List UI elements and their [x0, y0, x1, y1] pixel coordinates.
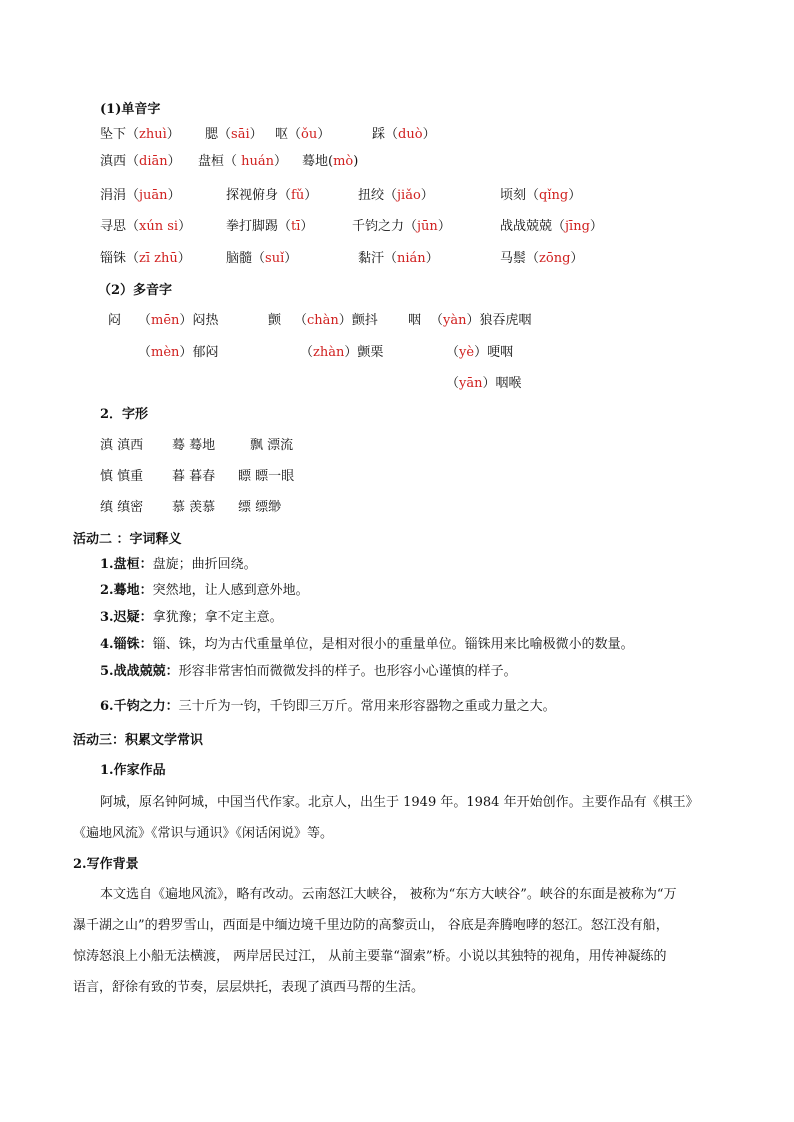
pinyin: zōng	[539, 251, 571, 266]
pinyin-entry: 盘桓（ huán）	[198, 154, 288, 169]
pinyin-entry: 黏汗（nián）	[358, 251, 439, 266]
polyphone-reading: （chàn）颤抖	[294, 313, 378, 328]
word: 探视俯身	[226, 188, 279, 203]
definition-item	[100, 636, 634, 654]
glyph: 缥	[238, 500, 252, 515]
glyph-pair	[238, 499, 281, 517]
background-line: 惊涛怒浪上小船无法横渡， 两岸居民过江， 从前主要靠“溜索”桥。小说以其独特的视角，用传神凝练的	[73, 949, 667, 964]
pinyin-entry: 顷刻（qǐng）	[500, 188, 582, 203]
word: 坠下	[100, 127, 127, 142]
pinyin: duò	[398, 127, 423, 142]
definition-item	[100, 609, 283, 627]
polyphone-head: 颤	[268, 313, 282, 328]
glyph: 飘	[250, 438, 264, 453]
glyph: 瞟	[238, 469, 252, 484]
pinyin: mēn	[151, 313, 180, 328]
pinyin: zī zhū	[139, 251, 178, 266]
polyphone-reading: （yàn）狼吞虎咽	[430, 313, 532, 328]
pinyin: jīng	[565, 219, 590, 234]
glyph-pair	[100, 468, 143, 486]
word: 滇西	[117, 438, 144, 453]
word: 缥缈	[255, 500, 282, 515]
word: 千钧之力	[352, 219, 405, 234]
pinyin: diān	[139, 154, 168, 169]
word: 颤栗	[357, 345, 384, 360]
word: 缜密	[117, 500, 144, 515]
section-1-title: (1)单音字	[100, 102, 161, 117]
pinyin: zhuì	[139, 127, 167, 142]
polyphone-reading: （mèn）郁闷	[138, 345, 219, 360]
definition: 盘旋；曲折回绕。	[152, 557, 257, 572]
word: 狼吞虎咽	[479, 313, 532, 328]
pinyin-entry: 千钧之力（jūn）	[352, 219, 451, 234]
pinyin: fǔ	[291, 188, 305, 203]
pinyin-entry: 滇西（diān）	[100, 154, 181, 169]
pinyin: tī	[291, 219, 301, 234]
word: 漂流	[267, 438, 294, 453]
term: 4.锱铢：	[100, 637, 153, 652]
definition-item	[100, 698, 556, 716]
background-line: 语言，舒徐有致的节奏，层层烘托，表现了滇西马帮的生活。	[73, 980, 425, 995]
word: 滇西	[100, 154, 127, 169]
glyph: 慎	[100, 469, 114, 484]
activity-3-title: 活动三：积累文学常识	[73, 733, 204, 748]
pinyin: yàn	[443, 313, 467, 328]
polyphone-reading: （yè）哽咽	[446, 345, 514, 360]
word: 呕	[275, 127, 289, 142]
background-title: 2.写作背景	[73, 857, 139, 872]
background-line: 瀑千湖之山”的碧罗雪山，西面是中缅边境千里边防的高黎贡山， 谷底是奔腾咆哮的怒江。怒江没有船，	[73, 918, 669, 933]
pinyin-entry: 马鬃（zōng）	[500, 251, 584, 266]
word: 涓涓	[100, 188, 127, 203]
author-works-line: 《遍地风流》《常识与通识》《闲话闲说》等。	[73, 826, 334, 841]
glyph: 慕	[172, 500, 186, 515]
pinyin-entry: 探视俯身（fǔ）	[226, 188, 318, 203]
word: 瞟一眼	[255, 469, 295, 484]
definition: 三十斤为一钧，千钧即三万斤。常用来形容器物之重或力量之大。	[178, 699, 556, 714]
glyph: 蓦	[172, 438, 186, 453]
definition-item	[100, 556, 257, 574]
pinyin: mèn	[151, 345, 180, 360]
pinyin: zhàn	[313, 345, 345, 360]
pinyin: mò	[333, 154, 354, 169]
term: 6.千钧之力：	[100, 699, 179, 714]
pinyin-entry: 战战兢兢（jīng）	[500, 219, 603, 234]
pinyin-entry: 踩（duò）	[372, 127, 436, 142]
pinyin: qǐng	[539, 188, 569, 203]
pinyin: yè	[459, 345, 475, 360]
section-2-title: （2）多音字	[98, 283, 173, 298]
glyph-pair	[172, 437, 215, 455]
word: 黏汗	[358, 251, 385, 266]
pinyin: xún si	[139, 219, 179, 234]
word: 哽咽	[487, 345, 514, 360]
polyphone-reading: （yān）咽喉	[446, 376, 522, 391]
pinyin: chàn	[307, 313, 339, 328]
word: 拳打脚踢	[226, 219, 279, 234]
word: 蓦地	[302, 154, 329, 169]
polyphone-head: 闷	[108, 313, 122, 328]
pinyin: jiǎo	[397, 188, 421, 203]
term: 5.战战兢兢：	[100, 664, 179, 679]
definition-item	[100, 663, 517, 681]
polyphone-head: 咽	[408, 313, 422, 328]
pinyin: huán	[237, 154, 275, 169]
term: 3.迟疑：	[100, 610, 153, 625]
author-works-title: 1.作家作品	[100, 763, 166, 778]
pinyin: yān	[459, 376, 483, 391]
pinyin-entry: 蓦地(mò)	[302, 154, 359, 169]
glyph-pair	[100, 499, 143, 517]
word: 战战兢兢	[500, 219, 553, 234]
activity-2-title: 活动二 ：字词释义	[73, 532, 182, 547]
word: 暮春	[189, 469, 216, 484]
pinyin-entry: 涓涓（juān）	[100, 188, 181, 203]
word: 顷刻	[500, 188, 527, 203]
word: 扭绞	[358, 188, 385, 203]
glyph: 缜	[100, 500, 114, 515]
section-3-title: 2．字形	[100, 407, 149, 422]
author-works-line: 阿城，原名钟阿城，中国当代作家。北京人，出生于 1949 年。1984 年开始创作。主要作品有《棋王》	[100, 795, 699, 810]
word: 踩	[372, 127, 386, 142]
glyph-pair	[172, 499, 215, 517]
term: 2.蓦地：	[100, 583, 153, 598]
glyph-pair	[238, 468, 294, 486]
glyph: 暮	[172, 469, 186, 484]
definition: 锱、铢，均为古代重量单位，是相对很小的重量单位。锱铢用来比喻极微小的数量。	[152, 637, 634, 652]
glyph-pair	[172, 468, 215, 486]
pinyin: juān	[139, 188, 168, 203]
definition-item	[100, 582, 309, 600]
definition: 突然地，让人感到意外地。	[152, 583, 309, 598]
word: 盘桓	[198, 154, 225, 169]
word: 蓦地	[189, 438, 216, 453]
pinyin-entry: 锱铢（zī zhū）	[100, 251, 191, 266]
polyphone-reading: （zhàn）颤栗	[300, 345, 384, 360]
pinyin-entry: 坠下（zhuì）	[100, 127, 180, 142]
pinyin: sāi	[231, 127, 250, 142]
polyphone-reading: （mēn）闷热	[138, 313, 219, 328]
pinyin: suǐ	[265, 251, 285, 266]
word: 闷热	[192, 313, 219, 328]
word: 马鬃	[500, 251, 527, 266]
word: 锱铢	[100, 251, 127, 266]
glyph-pair	[250, 437, 293, 455]
glyph: 滇	[100, 438, 114, 453]
word: 郁闷	[192, 345, 219, 360]
word: 慎重	[117, 469, 144, 484]
word: 咽喉	[495, 376, 522, 391]
pinyin: jūn	[417, 219, 438, 234]
pinyin-entry: 腮（sāi）	[205, 127, 263, 142]
pinyin-entry: 脑髓（suǐ）	[226, 251, 298, 266]
pinyin-entry: 扭绞（jiǎo）	[358, 188, 434, 203]
pinyin-entry: 拳打脚踢（tī）	[226, 219, 314, 234]
pinyin: ǒu	[301, 127, 318, 142]
word: 腮	[205, 127, 219, 142]
pinyin-entry: 寻思（xún si）	[100, 219, 192, 234]
definition: 拿犹豫；拿不定主意。	[152, 610, 283, 625]
pinyin: nián	[397, 251, 426, 266]
pinyin-entry: 呕（ǒu）	[275, 127, 331, 142]
word: 颤抖	[351, 313, 378, 328]
word: 寻思	[100, 219, 127, 234]
background-line: 本文选自《遍地风流》，略有改动。云南怒江大峡谷， 被称为“东方大峡谷”。峡谷的东面是被称为“万	[100, 887, 677, 902]
word: 脑髓	[226, 251, 253, 266]
definition: 形容非常害怕而微微发抖的样子。也形容小心谨慎的样子。	[178, 664, 517, 679]
glyph-pair	[100, 437, 143, 455]
word: 羡慕	[189, 500, 216, 515]
term: 1.盘桓：	[100, 557, 153, 572]
